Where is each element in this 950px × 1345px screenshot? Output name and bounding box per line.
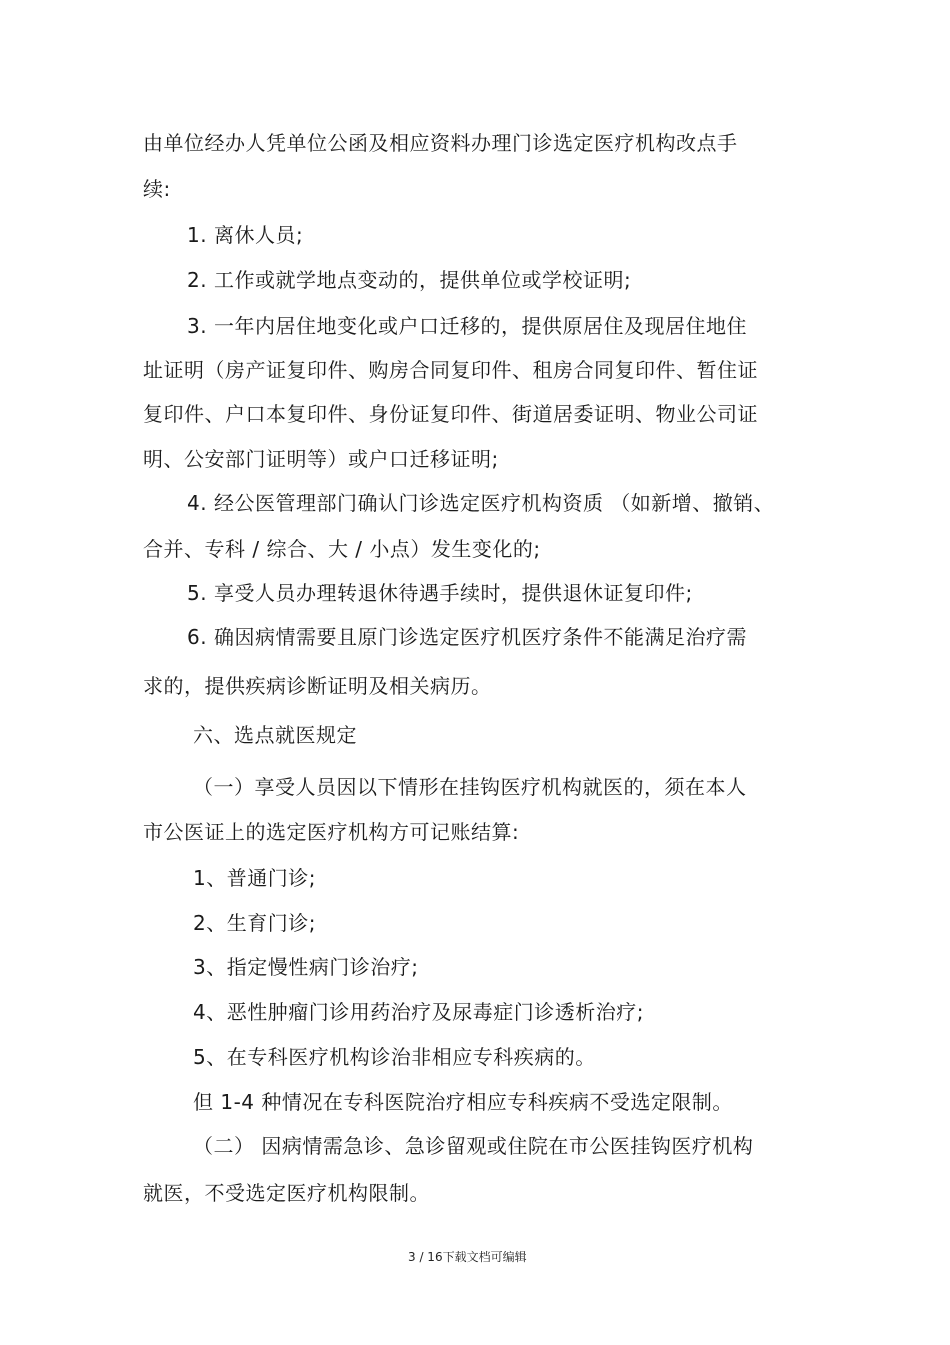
list-item: 4. 经公医管理部门确认门诊选定医疗机构资质 （如新增、撤销、 bbox=[187, 491, 775, 515]
page-footer: 3 / 16下载文档可编辑 bbox=[408, 1250, 527, 1264]
paragraph-line: （一）享受人员因以下情形在挂钩医疗机构就医的，须在本人 bbox=[193, 775, 747, 799]
paragraph-line: 由单位经办人凭单位公函及相应资料办理门诊选定医疗机构改点手 bbox=[143, 131, 738, 155]
list-item: 6. 确因病情需要且原门诊选定医疗机医疗条件不能满足治疗需 bbox=[187, 625, 747, 649]
list-item: 3. 一年内居住地变化或户口迁移的，提供原居住及现居住地住 bbox=[187, 314, 747, 338]
paragraph-line: 续: bbox=[143, 177, 171, 201]
paragraph-line: 复印件、户口本复印件、身份证复印件、街道居委证明、物业公司证 bbox=[143, 402, 758, 426]
list-item: 1. 离休人员; bbox=[187, 223, 304, 247]
paragraph-line: 求的，提供疾病诊断证明及相关病历。 bbox=[143, 674, 492, 698]
list-item: 2. 工作或就学地点变动的，提供单位或学校证明; bbox=[187, 268, 632, 292]
paragraph-line: 合并、专科 / 综合、大 / 小点）发生变化的; bbox=[143, 537, 541, 561]
list-item: 1、普通门诊; bbox=[193, 866, 316, 890]
paragraph-line: 就医，不受选定医疗机构限制。 bbox=[143, 1181, 430, 1205]
paragraph-line: 但 1-4 种情况在专科医院治疗相应专科疾病不受选定限制。 bbox=[193, 1090, 733, 1114]
list-item: 2、生育门诊; bbox=[193, 911, 316, 935]
list-item: 3、指定慢性病门诊治疗; bbox=[193, 955, 419, 979]
paragraph-line: 明、公安部门证明等）或户口迁移证明; bbox=[143, 447, 499, 471]
paragraph-line: （二） 因病情需急诊、急诊留观或住院在市公医挂钩医疗机构 bbox=[193, 1134, 754, 1158]
section-heading: 六、选点就医规定 bbox=[193, 723, 357, 747]
paragraph-line: 市公医证上的选定医疗机构方可记账结算: bbox=[143, 820, 520, 844]
list-item: 4、恶性肿瘤门诊用药治疗及尿毒症门诊透析治疗; bbox=[193, 1000, 644, 1024]
list-item: 5、在专科医疗机构诊治非相应专科疾病的。 bbox=[193, 1045, 596, 1069]
paragraph-line: 址证明（房产证复印件、购房合同复印件、租房合同复印件、暂住证 bbox=[143, 358, 758, 382]
list-item: 5. 享受人员办理转退休待遇手续时，提供退休证复印件; bbox=[187, 581, 693, 605]
